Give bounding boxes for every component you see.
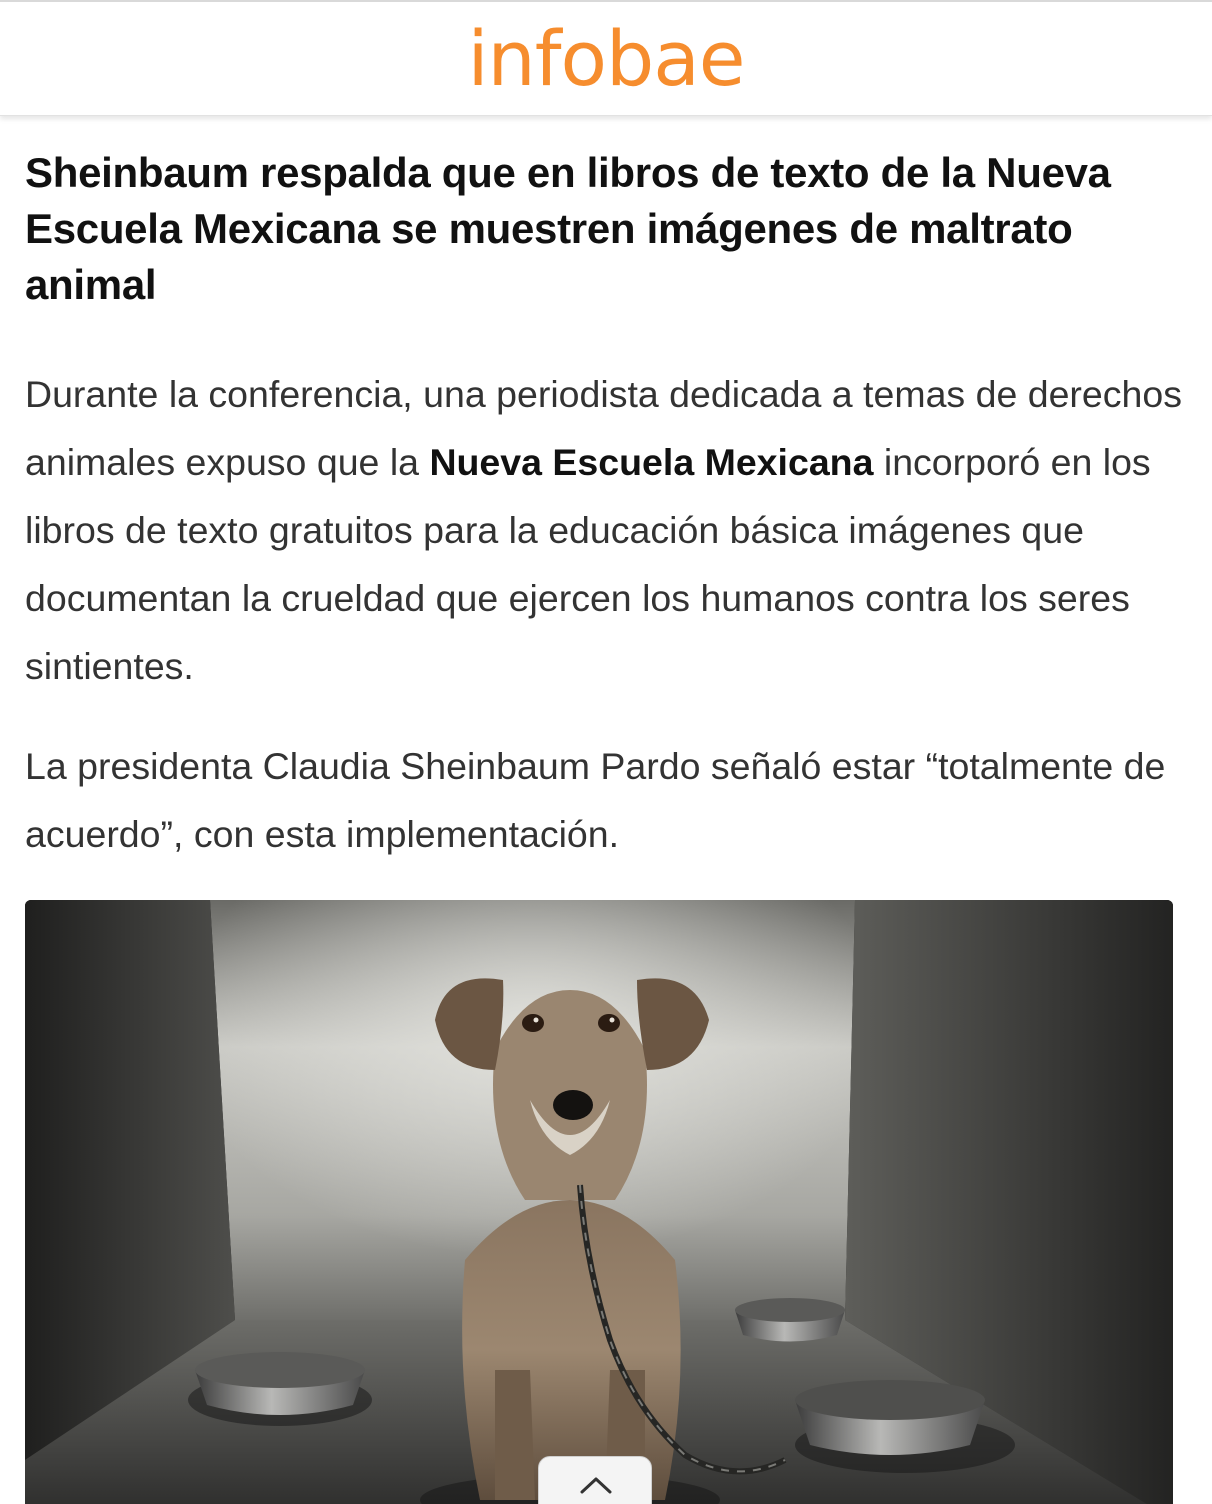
chevron-up-icon xyxy=(579,1475,613,1495)
article-paragraph xyxy=(25,360,1190,700)
infobae-logo[interactable]: infobae xyxy=(467,14,745,103)
paragraph-bold-text: Nueva Escuela Mexicana xyxy=(429,441,874,483)
paragraph-text: Durante la conferencia, una periodista dedicada a temas de derechos animales expuso que la xyxy=(25,373,1182,483)
article-headline: Sheinbaum respalda que en libros de texto de la Nueva Escuela Mexicana se muestren imágenes de maltrato animal xyxy=(25,149,1111,308)
bowl-back xyxy=(735,1298,845,1342)
paragraph-text: incorporó en los libros de texto gratuitos para la educación básica imágenes que documentan la crueldad que ejercen los humanos contra los seres sintientes. xyxy=(25,441,1151,687)
chained-dog-photo xyxy=(25,900,1173,1504)
article-image[interactable] xyxy=(25,900,1173,1504)
article-paragraph: La presidenta Claudia Sheinbaum Pardo señaló estar “totalmente de acuerdo”, con esta implementación. xyxy=(25,745,1166,855)
site-header xyxy=(0,0,1212,116)
scroll-to-top-button[interactable] xyxy=(538,1456,652,1504)
bowl-left xyxy=(188,1352,372,1426)
